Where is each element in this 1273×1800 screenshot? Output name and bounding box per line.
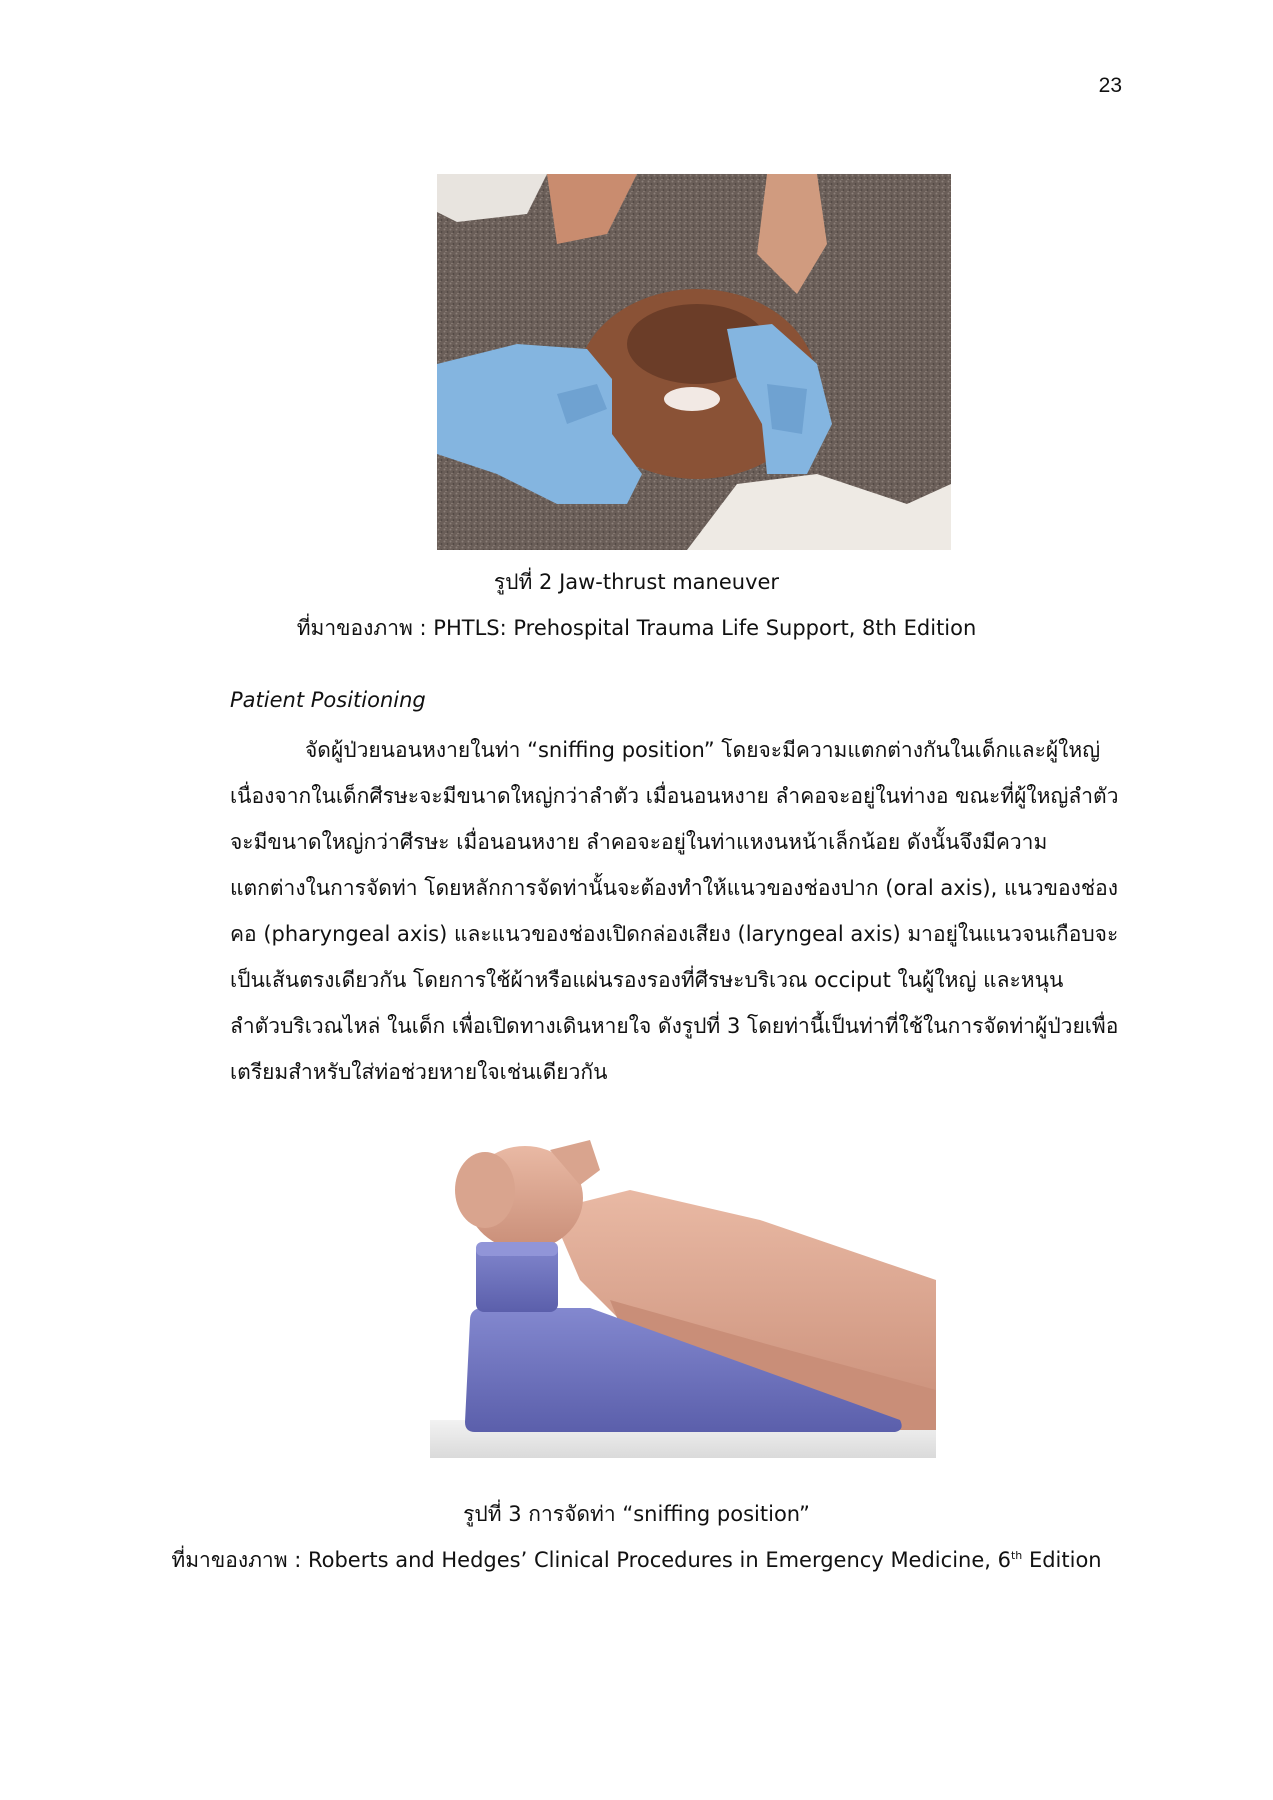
paragraph-line: เตรียมสำหรับใส่ท่อช่วยหายใจเช่นเดียวกัน (230, 1060, 608, 1084)
page-number: 23 (1098, 74, 1122, 97)
paragraph-line: ลำตัวบริเวณไหล่ ในเด็ก เพื่อเปิดทางเดินหายใจ ดังรูปที่ 3 โดยท่านี้เป็นท่าที่ใช้ในการจัดท่าผู้ป่วยเพื่อ (230, 1014, 1119, 1038)
figure3-source-prefix: ที่มาของภาพ : Roberts and Hedges’ Clinical Procedures in Emergency Medicine, 6 (171, 1548, 1011, 1572)
figure2-caption: รูปที่ 2 Jaw-thrust maneuver (493, 570, 780, 594)
figure3-source (0, 1544, 1273, 1577)
jaw-thrust-photo (437, 174, 951, 550)
figure2-source: ที่มาของภาพ : PHTLS: Prehospital Trauma Life Support, 8th Edition (296, 616, 977, 640)
paragraph-line: คอ (pharyngeal axis) และแนวของช่องเปิดกล่องเสียง (laryngeal axis) มาอยู่ในแนวจนเกือบจะ (230, 922, 1119, 946)
paragraph-line: เนื่องจากในเด็กศีรษะจะมีขนาดใหญ่กว่าลำตัว เมื่อนอนหงาย ลำคอจะอยู่ในท่างอ ขณะที่ผู้ใหญ่ลำตัว (230, 784, 1119, 808)
paragraph-line: จะมีขนาดใหญ่กว่าศีรษะ เมื่อนอนหงาย ลำคอจะอยู่ในท่าแหงนหน้าเล็กน้อย ดังนั้นจึงมีความ (230, 830, 1048, 854)
figure3-caption: รูปที่ 3 การจัดท่า “sniffing position” (463, 1502, 810, 1526)
figure3-source-superscript: th (1010, 1549, 1023, 1562)
figure3-source-suffix: Edition (1022, 1548, 1102, 1572)
paragraph-line: เป็นเส้นตรงเดียวกัน โดยการใช้ผ้าหรือแผ่นรองรองที่ศีรษะบริเวณ occiput ในผู้ใหญ่ และหนุน (230, 968, 1064, 992)
sniffing-position-illustration (430, 1130, 936, 1458)
section-heading: Patient Positioning (230, 688, 426, 712)
paragraph-line: จัดผู้ป่วยนอนหงายในท่า “sniffing position” โดยจะมีความแตกต่างกันในเด็กและผู้ใหญ่ (305, 738, 1101, 762)
paragraph-line: แตกต่างในการจัดท่า โดยหลักการจัดท่านั้นจะต้องทำให้แนวของช่องปาก (oral axis), แนวของช่อง (230, 876, 1118, 900)
